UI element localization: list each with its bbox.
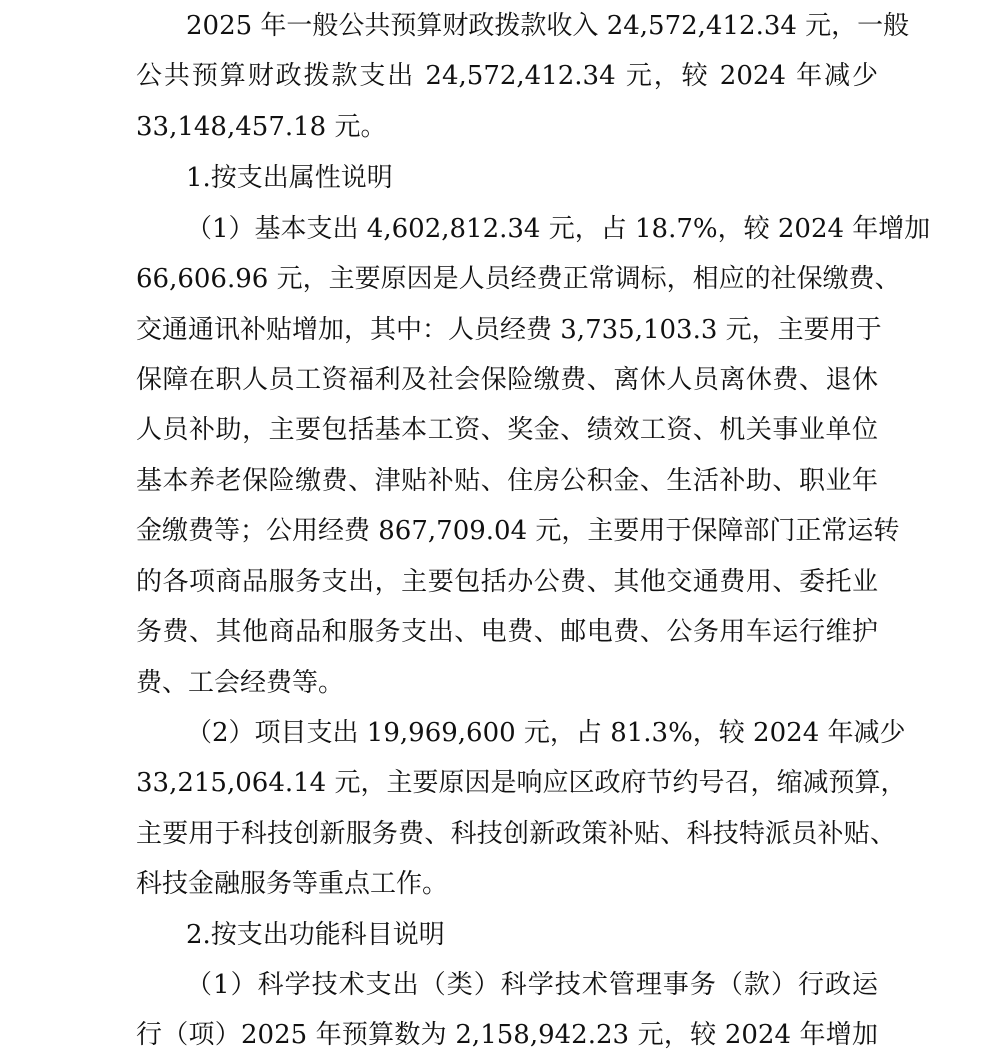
text-line: （1）科学技术支出（类）科学技术管理事务（款）行政运: [186, 970, 878, 1000]
text-line: 保障在职人员工资福利及社会保险缴费、离休人员离休费、退休: [136, 365, 878, 395]
text-line: 费、工会经费等。: [136, 668, 345, 698]
section-heading: 1.按支出属性说明: [186, 163, 393, 193]
text-line: 公共预算财政拨款支出 24,572,412.34 元，较 2024 年减少: [136, 61, 878, 91]
text-line: 33,215,064.14 元，主要原因是响应区政府节约号召，缩减预算，: [136, 768, 907, 798]
text-line: 金缴费等；公用经费 867,709.04 元，主要用于保障部门正常运转: [136, 516, 900, 546]
text-line: （1）基本支出 4,602,812.34 元，占 18.7%，较 2024 年增加: [186, 214, 931, 244]
text-line: 主要用于科技创新服务费、科技创新政策补贴、科技特派员补贴、: [136, 819, 896, 849]
text-line: 务费、其他商品和服务支出、电费、邮电费、公务用车运行维护: [136, 617, 878, 647]
text-line: 2025 年一般公共预算财政拨款收入 24,572,412.34 元，一般: [186, 11, 910, 41]
text-line: 行（项）2025 年预算数为 2,158,942.23 元，较 2024 年增加: [136, 1020, 878, 1050]
section-heading: 2.按支出功能科目说明: [186, 920, 445, 950]
text-line: 科技金融服务等重点工作。: [136, 869, 449, 899]
text-line: 人员补助，主要包括基本工资、奖金、绩效工资、机关事业单位: [136, 415, 878, 445]
text-line: 基本养老保险缴费、津贴补贴、住房公积金、生活补助、职业年: [136, 466, 878, 496]
text-line: 33,148,457.18 元。: [136, 112, 387, 142]
text-line: （2）项目支出 19,969,600 元，占 81.3%，较 2024 年减少: [186, 718, 906, 748]
text-line: 的各项商品服务支出，主要包括办公费、其他交通费用、委托业: [136, 567, 878, 597]
text-line: 交通通讯补贴增加，其中：人员经费 3,735,103.3 元，主要用于: [136, 315, 882, 345]
text-line: 66,606.96 元，主要原因是人员经费正常调标，相应的社保缴费、: [136, 264, 901, 294]
